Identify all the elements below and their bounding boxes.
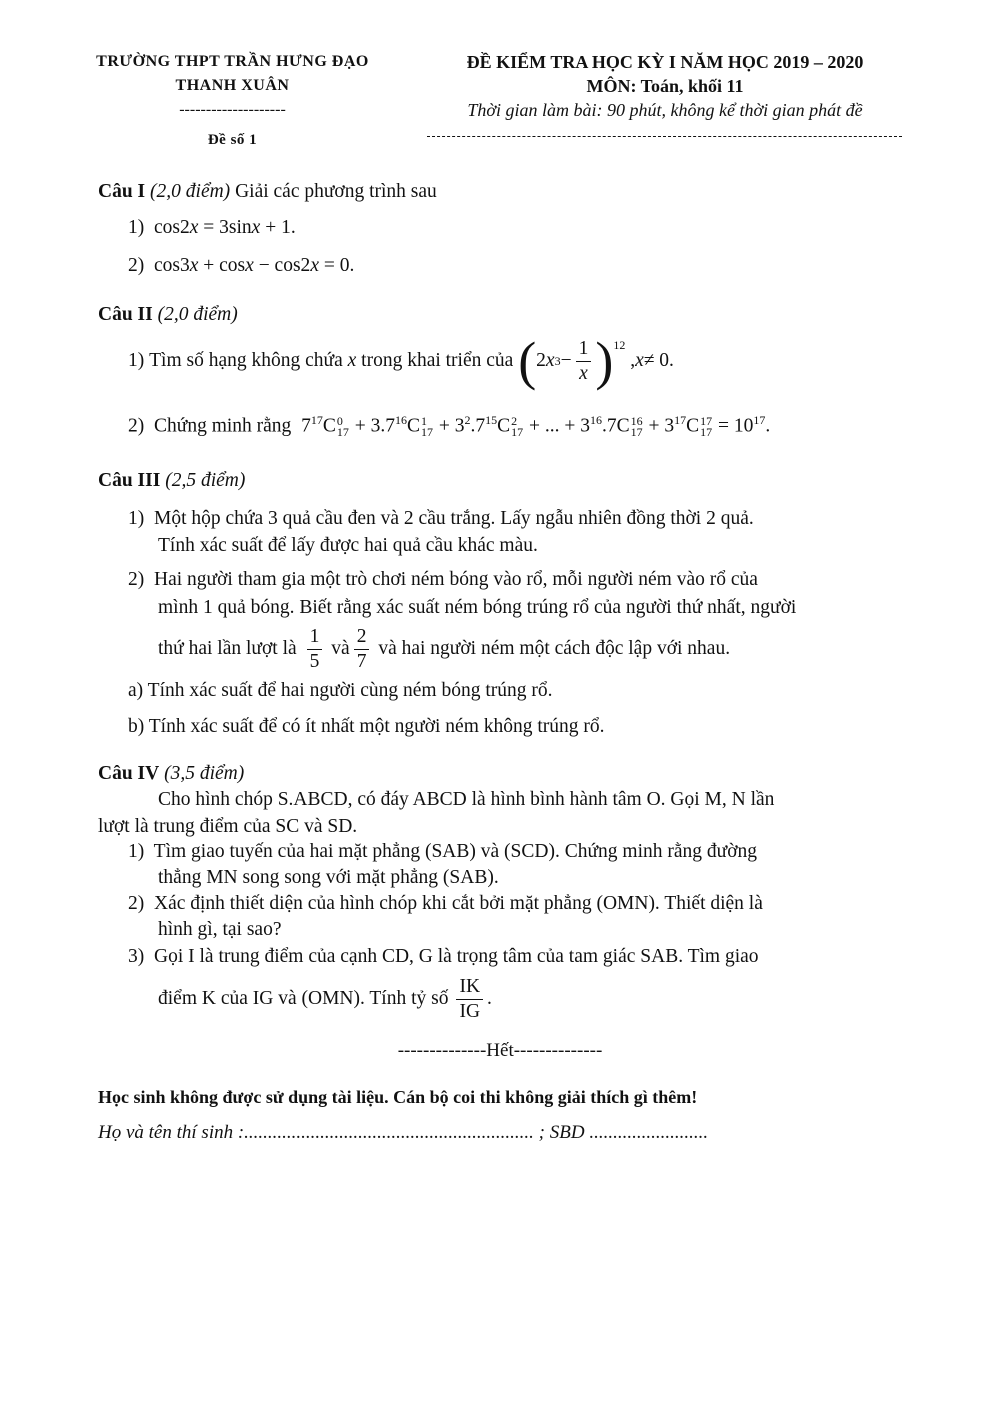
school-district: THANH XUÂN xyxy=(175,77,290,94)
question-4-intro: Cho hình chóp S.ABCD, có đáy ABCD là hình bình hành tâm O. Gọi M, N lần lượt là trung điểm của SC và SD. xyxy=(98,789,775,837)
question-4-heading xyxy=(98,760,244,787)
question-4-item-2: 2) Xác định thiết diện của hình chóp khi cắt bởi mặt phẳng (OMN). Thiết diện là hình gì, tại sao? xyxy=(128,893,763,940)
question-3-heading xyxy=(98,467,245,494)
question-1-item-2: 2) cos3x + cosx − cos2x = 0. xyxy=(128,255,355,276)
question-3-part-b: b) Tính xác suất để có ít nhất một người ném không trúng rổ. xyxy=(128,716,605,737)
question-1-intro: Giải các phương trình sau xyxy=(235,181,437,202)
question-4-item-1: 1) Tìm giao tuyến của hai mặt phẳng (SAB) và (SCD). Chứng minh rằng đường thẳng MN song song với mặt phẳng (SAB). xyxy=(128,841,758,888)
question-1-label: Câu I xyxy=(98,181,146,202)
question-4-label: Câu IV xyxy=(98,763,160,784)
exam-header xyxy=(425,50,905,137)
school-name: TRƯỜNG THPT TRẦN HƯNG ĐẠO xyxy=(96,53,369,70)
question-3-points: (2,5 điểm) xyxy=(165,470,246,491)
header-rule xyxy=(427,136,902,137)
question-1-points: (2,0 điểm) xyxy=(150,181,231,202)
question-3-item-2-probabilities: thứ hai lần lượt là $\frac{1}{5}$ và $\frac{2}{7}$ và hai người ném một cách độc lập với nhau. xyxy=(158,625,731,672)
question-4-item-3: 3) Gọi I là trung điểm của cạnh CD, G là trọng tâm của tam giác SAB. Tìm giao xyxy=(128,946,759,967)
question-4-points: (3,5 điểm) xyxy=(164,763,245,784)
exam-subject: MÔN: Toán, khối 11 xyxy=(586,76,744,96)
school-header xyxy=(60,50,405,152)
end-mark: --------------Hết-------------- xyxy=(397,1040,603,1061)
question-1-item-1: 1) cos2x = 3sinx + 1. xyxy=(128,217,296,238)
question-3-item-1: 1) Một hộp chứa 3 quả cầu đen và 2 cầu trắng. Lấy ngẫu nhiên đồng thời 2 quả. Tính xác suất để lấy được hai quả cầu khác màu. xyxy=(128,508,754,556)
header-separator: -------------------- xyxy=(179,101,286,118)
question-3-label: Câu III xyxy=(98,470,161,491)
question-3-part-a: a) Tính xác suất để hai người cùng ném bóng trúng rổ. xyxy=(128,680,553,701)
question-2-label: Câu II xyxy=(98,304,153,325)
question-1-heading xyxy=(98,178,437,205)
question-2-item-2: 2) Chứng minh rằng $7^{17}C$ 0 17 + $3.7^{16}C$ 1 17 + $3^2.7^{15}C$ 2 17 + ... + $3^{16}.7C$ 16 17 + $3^{17}C$ 17 17 = $10^{17}$. xyxy=(128,413,771,440)
question-3-item-2: 2) Hai người tham gia một trò chơi ném bóng vào rổ, mỗi người ném vào rổ của mình 1 quả bóng. Biết rằng xác suất ném bóng trúng rổ của người thứ nhất, người xyxy=(128,569,797,618)
exam-code: Đề số 1 xyxy=(207,132,258,148)
candidate-name-line: Họ và tên thí sinh :............................................................. ; SBD ......................... xyxy=(98,1122,709,1143)
exam-time-note: Thời gian làm bài: 90 phút, không kể thời gian phát đề xyxy=(467,100,863,120)
exam-title: ĐỀ KIỂM TRA HỌC KỲ I NĂM HỌC 2019 – 2020 xyxy=(466,52,864,72)
footer-note: Học sinh không được sử dụng tài liệu. Cán bộ coi thi không giải thích gì thêm! xyxy=(98,1087,698,1107)
question-2-heading xyxy=(98,301,238,328)
question-2-item-1: 1) Tìm số hạng không chứa x trong khai triển của ( 2 x 3 − $\frac{1}{x}$ ) $^{12}$ , x ≠ 0. xyxy=(128,331,674,391)
question-4-item-3-ratio: điểm K của IG và (OMN). Tính tỷ số $\frac{IK}{IG}$ . xyxy=(158,975,492,1022)
question-2-points: (2,0 điểm) xyxy=(157,304,238,325)
